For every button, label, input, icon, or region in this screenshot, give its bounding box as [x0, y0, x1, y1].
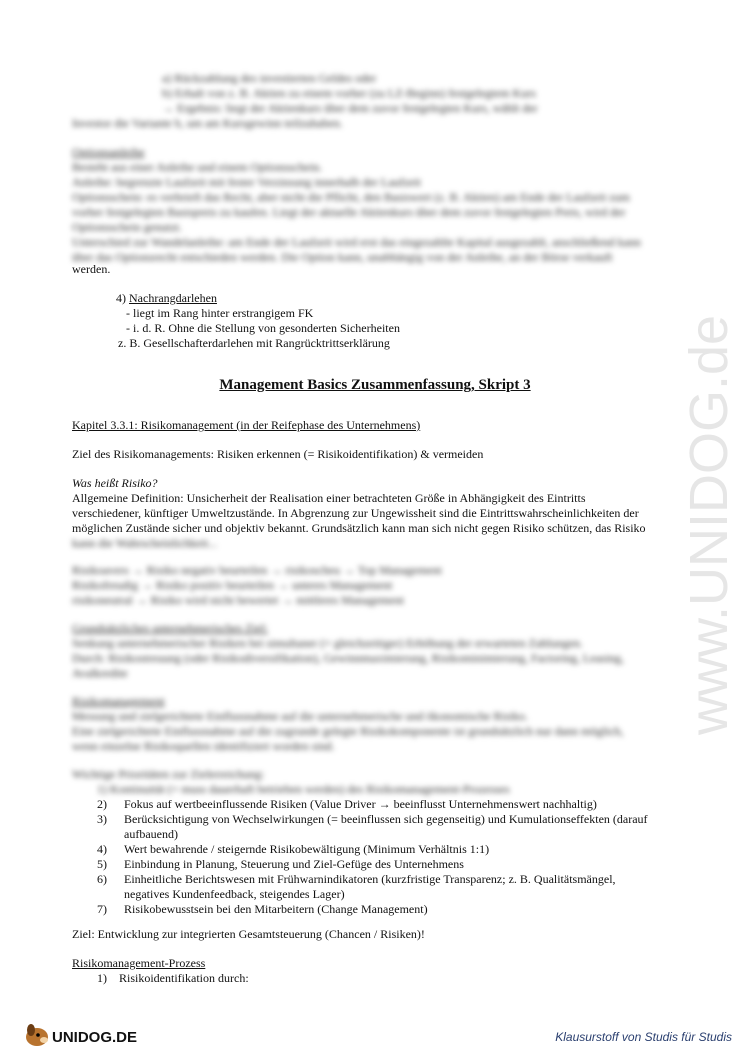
- prozess-heading: Risikomanagement-Prozess: [72, 956, 206, 970]
- list-number: 1): [97, 971, 107, 985]
- list-number: 5): [97, 857, 107, 871]
- list-number: 6): [97, 872, 107, 886]
- list-item: [97, 902, 687, 917]
- list-item: [97, 872, 687, 902]
- text-line: verschiedener, künftiger Umweltzustände. In Abgrenzung zur Ungewissheit sind die Eintrittswahrscheinlichkeiten der: [72, 506, 639, 520]
- svg-text:UNIDOG.DE: UNIDOG.DE: [52, 1029, 138, 1046]
- chapter-heading: Kapitel 3.3.1: Risikomanagement (in der Reifephase des Unternehmens): [72, 418, 421, 432]
- list-text: Wert bewahrende / steigernde Risikobewältigung (Minimum Verhältnis 1:1): [124, 842, 490, 856]
- list-number: 3): [97, 812, 107, 826]
- watermark-text: [665, 270, 750, 740]
- text-line: Optionsschein: es verbrieft das Recht, aber nicht die Pflicht, den Basiswert (z. B. Aktien) am Ende der Laufzeit zum: [72, 190, 630, 204]
- list-text: Einheitliche Berichtswesen mit Frühwarnindikatoren (kurzfristige Transparenz; z. B. Qualitätsmängel,: [124, 872, 616, 886]
- text-line: vorher festgelegten Basispreis zu kaufen. Liegt der aktuelle Aktienkurs über dem zuvor festgelegten Preis, wird der: [72, 205, 626, 219]
- text-line: Besteht aus einer Anleihe und einem Optionsschein.: [72, 160, 323, 174]
- list-number: 2): [97, 797, 107, 811]
- dog-icon: [26, 1024, 48, 1046]
- page-title: Management Basics Zusammenfassung, Skript 3: [219, 377, 531, 393]
- prozess-block: [72, 956, 682, 986]
- nachrang-block: [116, 291, 726, 351]
- list-text: negatives Kundenfeedback, steigendes Lager): [124, 887, 345, 901]
- blurred-section-wandelanleihe: [72, 71, 682, 131]
- text-line: Grundsätzliches unternehmerisches Ziel:: [72, 621, 268, 635]
- list-item: [97, 857, 687, 872]
- text-line: werden.: [72, 262, 111, 276]
- text-line: Risikoavers → Risiko negativ beurteilen → risikoscheu → Top Management: [72, 563, 442, 577]
- unidog-logo: [22, 1020, 157, 1050]
- blurred-section-risikoeinstellung: [72, 563, 682, 608]
- text-line: Durch: Risikostreuung (oder Risikodiversifikation), Gewinnmaximierung, Risikominimierung, Factoring, Leasing,: [72, 651, 624, 665]
- text-line: möglichen Zustände sicher und objektiv bekannt. Grundsätzlich kann man sich nicht gegen Risiko schützen, das Risiko: [72, 521, 646, 535]
- list-text: Risikobewusstsein bei den Mitarbeitern (Change Management): [124, 902, 428, 916]
- blurred-section-prioritaeten: [72, 767, 682, 797]
- blurred-section-ziel: [72, 621, 682, 681]
- list-item: [97, 812, 687, 842]
- list-text: Fokus auf wertbeeinflussende Risiken (Value Driver → beeinflusst Unternehmenswert nachhaltig): [124, 797, 597, 811]
- blurred-section-optionsanleihe: [72, 145, 682, 265]
- text-line: Anleihe: begrenzte Laufzeit mit fester Verzinsung innerhalb der Laufzeit: [72, 175, 421, 189]
- list-text: Berücksichtigung von Wechselwirkungen (= beeinflussen sich gegenseitig) und Kumulationseffekten (darauf: [124, 812, 648, 826]
- list-item: [97, 797, 687, 812]
- text-line: risikoneutral → Risiko wird nicht bewertet → mittleres Management: [72, 593, 404, 607]
- text-line: Risikomanagement: [72, 694, 165, 708]
- footer-slogan: Klausurstoff von Studis für Studis: [555, 1030, 732, 1044]
- text-line: Avalkredite: [72, 666, 128, 680]
- text-line: Messung und zielgerichtete Einflussnahme auf die unternehmerische und ökonomische Risiko.: [72, 709, 528, 723]
- text-line: → Ergebnis: liegt der Aktienkurs über dem zuvor festgelegten Kurs, wählt der: [162, 101, 538, 115]
- text-line: über das Optionsrecht entschieden werden. Die Option kann, unabhängig von der Anleihe, an der Börse verkauft: [72, 250, 613, 264]
- svg-text:www.UNIDOG.de: www.UNIDOG.de: [679, 314, 739, 735]
- ziel-entwicklung: Ziel: Entwicklung zur integrierten Gesamtsteuerung (Chancen / Risiken)!: [72, 927, 425, 941]
- text-line: a) Rückzahlung des investierten Geldes oder: [162, 71, 377, 85]
- list-item: [97, 842, 687, 857]
- text-line: wenn einzelne Risikoquellen identifiziert worden sind.: [72, 739, 335, 753]
- text-line: - liegt im Rang hinter erstrangigem FK: [126, 306, 314, 320]
- list-number: 4): [116, 291, 129, 305]
- text-line: Risikofreudig → Risiko positiv beurteilen → unteres Management: [72, 578, 393, 592]
- text-line: Eine zielgerichtete Einflussnahme auf die zugrunde gelegte Risikokomponente ist grundsätzlich nur dann möglich,: [72, 724, 624, 738]
- list-text: Einbindung in Planung, Steuerung und Ziel-Gefüge des Unternehmens: [124, 857, 464, 871]
- text-line: Optionsschein genutzt.: [72, 220, 182, 234]
- ziel-risikomanagement: Ziel des Risikomanagements: Risiken erkennen (= Risikoidentifikation) & vermeiden: [72, 447, 484, 461]
- list-number: 4): [97, 842, 107, 856]
- werden-line: [72, 262, 682, 277]
- text-line: Allgemeine Definition: Unsicherheit der Realisation einer betrachteten Größe in Abhängigkeit des Eintritts: [72, 491, 586, 505]
- text-line: Optionsanleihe: [72, 145, 145, 159]
- list-text: Risikoidentifikation durch:: [119, 971, 249, 985]
- list-text: aufbauend): [124, 827, 178, 841]
- risk-definition-block: [72, 476, 682, 551]
- text-line: b) Erhalt von z. B. Aktien zu einem vorher (zu LZ-Beginn) festgelegtem Kurs: [162, 86, 536, 100]
- risk-heading: Was heißt Risiko?: [72, 476, 158, 490]
- nachrang-label: Nachrangdarlehen: [129, 291, 217, 305]
- blurred-section-risikomanagement: [72, 694, 682, 754]
- text-line: kann die Wahrscheinlichkeit...: [72, 536, 218, 550]
- text-line: Senkung unternehmerischer Risiken bei simultaner (= gleichzeitiger) Erhöhung der erwarteten Zahlungen.: [72, 636, 583, 650]
- list-number: 7): [97, 902, 107, 916]
- text-line: Investor die Variante b, um am Kursgewinn teilzuhaben.: [72, 116, 343, 130]
- text-line: - i. d. R. Ohne die Stellung von gesonderten Sicherheiten: [126, 321, 400, 335]
- text-line: Unterschied zur Wandelanleihe: am Ende der Laufzeit wird erst das eingezahlte Kapital ausgezahlt, anschließend kann: [72, 235, 641, 249]
- text-line: z. B. Gesellschafterdarlehen mit Rangrücktrittserklärung: [118, 336, 390, 350]
- text-line: 1) Kontinuität (= muss dauerhaft betrieben werden) des Risikomanagement-Prozesses: [97, 782, 510, 796]
- text-line: Wichtige Prioritäten zur Zielerreichung:: [72, 767, 265, 781]
- priorities-list: [97, 797, 687, 917]
